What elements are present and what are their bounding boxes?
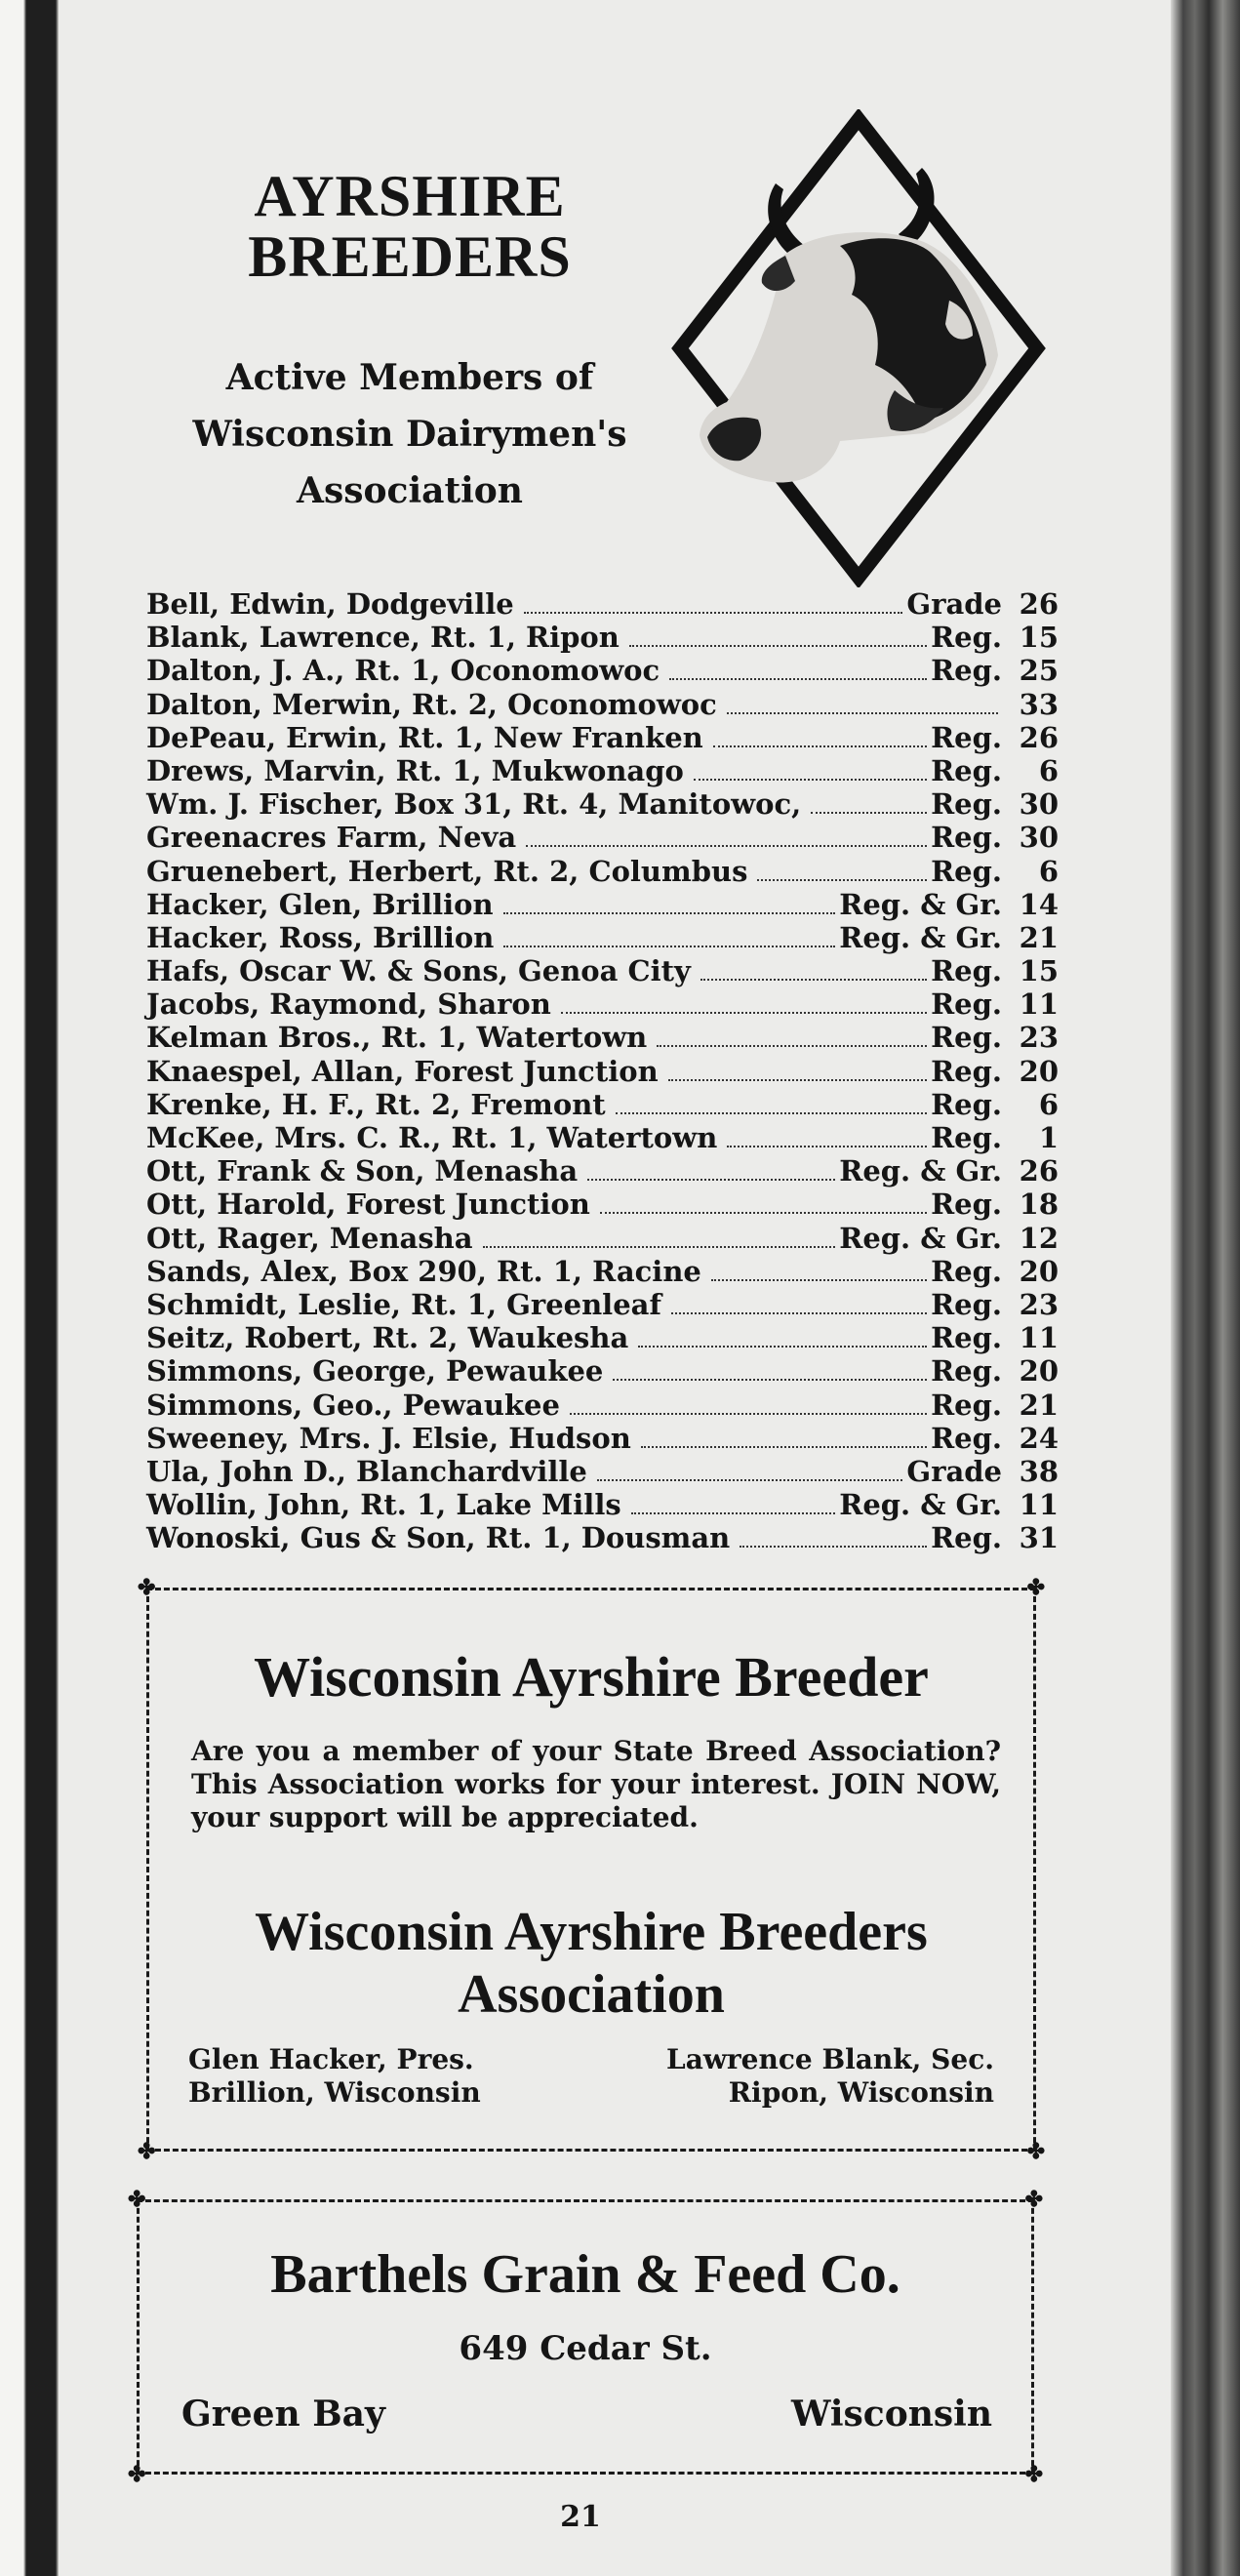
member-head-count: 20 [1019, 1354, 1059, 1389]
member-registration-type: Reg. [931, 621, 1002, 655]
secretary-city: Ripon, Wisconsin [728, 2076, 994, 2109]
member-name: Ula, John D., Blanchardville [146, 1454, 587, 1488]
member-registration-type: Reg. [931, 1521, 1002, 1555]
member-name: Schmidt, Leslie, Rt. 1, Greenleaf [146, 1287, 661, 1321]
member-head-count: 6 [1038, 854, 1059, 888]
member-row [146, 587, 1059, 621]
member-registration-type: Reg. [931, 1021, 1002, 1055]
dot-leader [657, 1045, 927, 1047]
member-head-count: 11 [1019, 1488, 1059, 1522]
member-head-count: 30 [1019, 821, 1059, 855]
member-name: Ott, Harold, Forest Junction [146, 1187, 590, 1222]
member-head-count: 23 [1019, 1287, 1059, 1321]
member-head-count: 14 [1019, 887, 1059, 921]
member-head-count: 30 [1019, 787, 1059, 822]
dot-leader [711, 1279, 927, 1281]
member-registration-type: Reg. [931, 1354, 1002, 1389]
page-number: 21 [560, 2500, 601, 2534]
page-binding-shadow [0, 0, 59, 2576]
member-name: Seitz, Robert, Rt. 2, Waukesha [146, 1321, 629, 1355]
member-registration-type: Reg. [931, 821, 1002, 855]
dot-leader [641, 1446, 927, 1448]
member-name: Greenacres Farm, Neva [146, 821, 517, 855]
member-name: Hacker, Ross, Brillion [146, 920, 495, 954]
member-row [146, 1288, 1059, 1321]
member-registration-type: Reg. [931, 1321, 1002, 1355]
member-registration-type: Reg. [931, 1054, 1002, 1088]
dot-leader [561, 1012, 927, 1014]
dot-leader [613, 1379, 927, 1381]
dot-leader [694, 779, 927, 781]
dot-leader [631, 1512, 836, 1514]
members-list [146, 587, 1059, 1554]
border-corner-ornament: ✤ [128, 2187, 146, 2212]
member-row [146, 855, 1059, 888]
member-name: Hafs, Oscar W. & Sons, Genoa City [146, 954, 691, 988]
member-head-count: 26 [1019, 1154, 1059, 1188]
member-name: Dalton, Merwin, Rt. 2, Oconomowoc [146, 687, 717, 721]
title-line-1: AYRSHIRE [254, 164, 566, 228]
feed-company-city: Green Bay [181, 2394, 385, 2435]
member-registration-type: Reg. [931, 854, 1002, 888]
member-registration-type: Reg. [931, 1087, 1002, 1121]
member-head-count: 26 [1019, 587, 1059, 621]
subtitle-line-1: Active Members of [225, 357, 594, 398]
border-corner-ornament: ✤ [1026, 2139, 1045, 2164]
member-row [146, 954, 1059, 987]
dot-leader [669, 678, 927, 680]
member-registration-type: Reg. [931, 753, 1002, 787]
member-row [146, 688, 1059, 721]
member-registration-type: Reg. & Gr. [839, 920, 1002, 954]
member-row [146, 1088, 1059, 1121]
member-registration-type: Reg. [931, 787, 1002, 822]
dot-leader [700, 979, 927, 981]
dot-leader [713, 745, 927, 747]
member-row [146, 1354, 1059, 1388]
page-subtitle [161, 349, 659, 519]
secretary-block [666, 2043, 994, 2110]
member-head-count: 33 [1019, 687, 1059, 721]
member-name: Sands, Alex, Box 290, Rt. 1, Racine [146, 1254, 701, 1288]
border-corner-ornament: ✤ [1024, 2462, 1043, 2487]
member-row [146, 921, 1059, 954]
dot-leader [570, 1413, 927, 1415]
member-registration-type: Reg. & Gr. [839, 887, 1002, 921]
page-title [205, 166, 615, 287]
member-head-count: 21 [1019, 1388, 1059, 1422]
member-head-count: 11 [1019, 1321, 1059, 1355]
dot-leader [503, 912, 836, 914]
member-row [146, 987, 1059, 1021]
subtitle-line-2: Wisconsin Dairymen's [192, 414, 627, 455]
member-head-count: 18 [1019, 1187, 1059, 1222]
member-head-count: 23 [1019, 1021, 1059, 1055]
dot-leader [503, 946, 835, 947]
member-row [146, 1488, 1059, 1521]
member-name: Wollin, John, Rt. 1, Lake Mills [146, 1488, 621, 1522]
member-registration-type: Grade [906, 1454, 1002, 1488]
border-corner-ornament: ✤ [138, 2139, 156, 2164]
dot-leader [616, 1112, 927, 1114]
dot-leader [811, 812, 927, 814]
member-head-count: 6 [1038, 1087, 1059, 1121]
dot-leader [740, 1546, 927, 1548]
member-name: Wonoski, Gus & Son, Rt. 1, Dousman [146, 1521, 731, 1555]
member-row [146, 1021, 1059, 1054]
member-head-count: 38 [1019, 1454, 1059, 1488]
border-corner-ornament: ✤ [138, 1575, 156, 1600]
member-name: Drews, Marvin, Rt. 1, Mukwonago [146, 753, 684, 787]
dot-leader [600, 1212, 927, 1214]
dot-leader [727, 1146, 927, 1147]
member-head-count: 12 [1019, 1221, 1059, 1255]
member-head-count: 25 [1019, 654, 1059, 688]
member-head-count: 24 [1019, 1421, 1059, 1455]
member-row [146, 754, 1059, 787]
member-registration-type: Reg. [931, 720, 1002, 754]
secretary-name: Lawrence Blank, Sec. [666, 2043, 994, 2075]
member-row [146, 1389, 1059, 1422]
president-name: Glen Hacker, Pres. [188, 2043, 474, 2075]
title-line-2: BREEDERS [248, 224, 572, 289]
member-name: Blank, Lawrence, Rt. 1, Ripon [146, 621, 620, 655]
member-name: Ott, Frank & Son, Menasha [146, 1154, 579, 1188]
member-row [146, 1121, 1059, 1154]
dot-leader [629, 645, 927, 647]
association-ad-heading: Wisconsin Ayrshire Breeder [254, 1645, 929, 1709]
member-name: Sweeney, Mrs. J. Elsie, Hudson [146, 1421, 631, 1455]
member-head-count: 31 [1019, 1521, 1059, 1555]
member-head-count: 1 [1038, 1121, 1059, 1154]
member-registration-type: Reg. [931, 1254, 1002, 1288]
cow-head-icon [700, 168, 998, 483]
feed-company-name: Barthels Grain & Feed Co. [270, 2244, 900, 2305]
member-registration-type: Reg. [931, 1121, 1002, 1154]
dot-leader [638, 1346, 927, 1348]
association-name-line-1: Wisconsin Ayrshire Breeders [255, 1902, 928, 1962]
president-city: Brillion, Wisconsin [188, 2076, 481, 2109]
member-row [146, 1055, 1059, 1088]
member-name: DePeau, Erwin, Rt. 1, New Franken [146, 720, 703, 754]
member-name: Ott, Rager, Menasha [146, 1221, 473, 1255]
member-head-count: 15 [1019, 954, 1059, 988]
dot-leader [668, 1079, 927, 1081]
member-row [146, 787, 1059, 821]
member-row [146, 888, 1059, 921]
member-name: McKee, Mrs. C. R., Rt. 1, Watertown [146, 1121, 718, 1154]
member-registration-type: Reg. [931, 1421, 1002, 1455]
member-head-count: 15 [1019, 621, 1059, 655]
dot-leader [757, 879, 927, 881]
member-registration-type: Reg. [931, 654, 1002, 688]
member-registration-type: Reg. & Gr. [839, 1488, 1002, 1522]
dot-leader [671, 1312, 927, 1314]
member-row [146, 654, 1059, 687]
member-head-count: 6 [1038, 753, 1059, 787]
member-name: Hacker, Glen, Brillion [146, 887, 494, 921]
member-row [146, 1422, 1059, 1455]
member-row [146, 721, 1059, 754]
member-name: Gruenebert, Herbert, Rt. 2, Columbus [146, 854, 748, 888]
dot-leader [727, 712, 998, 714]
dot-leader [483, 1246, 836, 1248]
member-head-count: 11 [1019, 987, 1059, 1022]
member-row [146, 1321, 1059, 1354]
member-name: Simmons, Geo., Pewaukee [146, 1388, 560, 1422]
member-row [146, 1455, 1059, 1488]
president-block [188, 2043, 481, 2110]
border-corner-ornament: ✤ [1026, 1575, 1045, 1600]
border-corner-ornament: ✤ [1024, 2187, 1043, 2212]
member-row [146, 821, 1059, 854]
feed-company-street: 649 Cedar St. [459, 2329, 712, 2368]
member-row [146, 621, 1059, 654]
member-registration-type: Reg. [931, 1388, 1002, 1422]
border-corner-ornament: ✤ [128, 2462, 146, 2487]
dot-leader [526, 845, 927, 847]
member-head-count: 20 [1019, 1054, 1059, 1088]
member-row [146, 1187, 1059, 1221]
member-registration-type: Reg. & Gr. [839, 1154, 1002, 1188]
member-row [146, 1521, 1059, 1554]
association-name-line-2: Association [458, 1964, 725, 2025]
member-head-count: 20 [1019, 1254, 1059, 1288]
page-edge [1171, 0, 1240, 2576]
feed-company-ad [128, 2187, 1043, 2487]
association-ad-message: Are you a member of your State Breed Association? This Association works for your interest. JOIN NOW, your support will be appreciated. [191, 1735, 1001, 1833]
member-name: Krenke, H. F., Rt. 2, Fremont [146, 1087, 606, 1121]
member-row [146, 1255, 1059, 1288]
member-registration-type: Reg. [931, 954, 1002, 988]
member-name: Jacobs, Raymond, Sharon [146, 987, 551, 1022]
subtitle-line-3: Association [297, 470, 523, 511]
member-name: Wm. J. Fischer, Box 31, Rt. 4, Manitowoc, [146, 787, 802, 822]
ayrshire-cow-illustration [668, 109, 1049, 587]
member-registration-type: Reg. [931, 987, 1002, 1022]
member-name: Knaespel, Allan, Forest Junction [146, 1054, 659, 1088]
member-registration-type: Reg. [931, 1287, 1002, 1321]
dot-leader [587, 1179, 835, 1181]
member-name: Simmons, George, Pewaukee [146, 1354, 604, 1389]
member-row [146, 1222, 1059, 1255]
member-registration-type: Grade [906, 587, 1002, 621]
member-name: Bell, Edwin, Dodgeville [146, 587, 514, 621]
member-head-count: 21 [1019, 920, 1059, 954]
member-registration-type: Reg. [931, 1187, 1002, 1222]
member-name: Kelman Bros., Rt. 1, Watertown [146, 1021, 648, 1055]
dot-leader [524, 612, 903, 614]
member-row [146, 1154, 1059, 1187]
dot-leader [597, 1479, 903, 1481]
member-registration-type: Reg. & Gr. [839, 1221, 1002, 1255]
feed-company-state: Wisconsin [791, 2394, 992, 2435]
association-ad [138, 1575, 1045, 2164]
member-name: Dalton, J. A., Rt. 1, Oconomowoc [146, 654, 660, 688]
association-name [149, 1901, 1033, 2026]
member-head-count: 26 [1019, 720, 1059, 754]
